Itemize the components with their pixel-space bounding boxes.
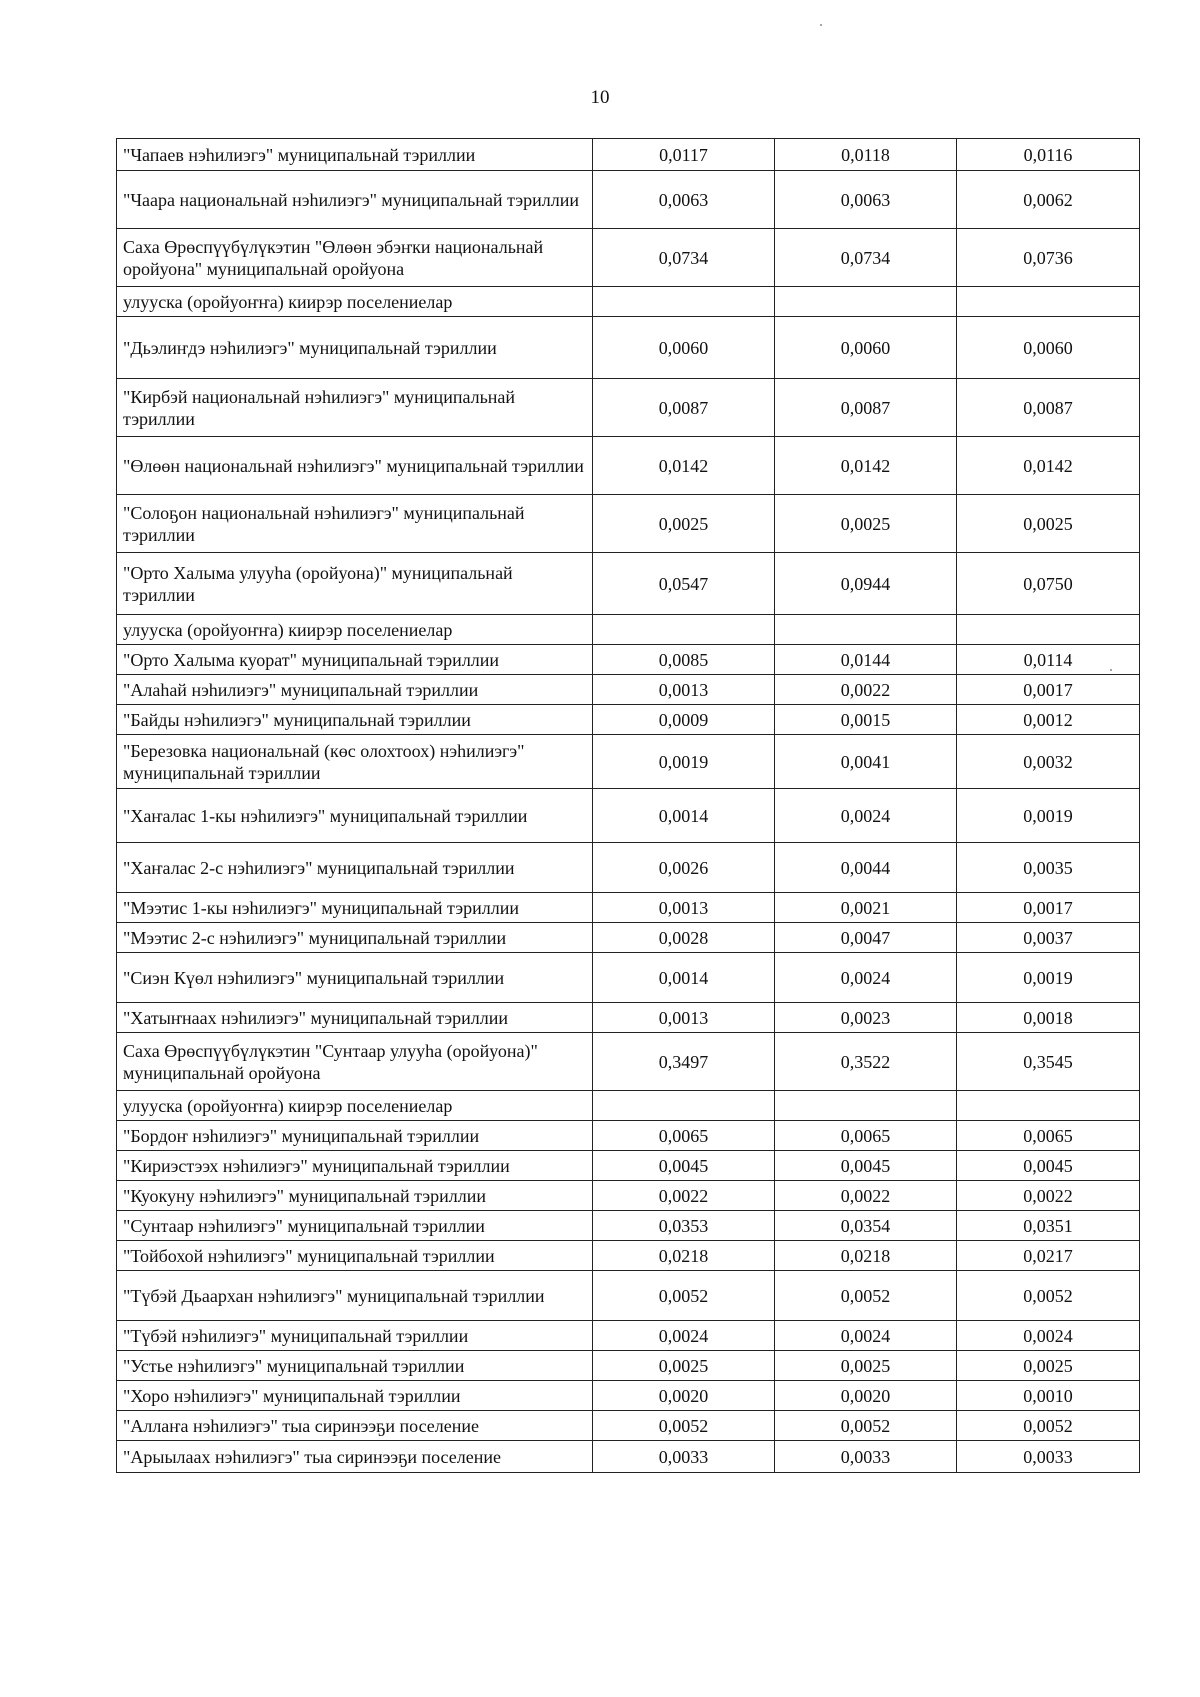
value-cell-1: 0,0020 xyxy=(593,1381,775,1411)
value-cell-1: 0,0022 xyxy=(593,1181,775,1211)
municipality-name-cell: "Хоро нэһилиэгэ" муниципальнай тэриллии xyxy=(117,1381,593,1411)
value-cell-1: 0,0060 xyxy=(593,317,775,379)
table-row xyxy=(117,675,1140,705)
municipality-name-cell: "Мээтис 1-кы нэһилиэгэ" муниципальнай тэриллии xyxy=(117,893,593,923)
value-cell-1: 0,0013 xyxy=(593,1003,775,1033)
municipality-name-cell: "Байды нэһилиэгэ" муниципальнай тэриллии xyxy=(117,705,593,735)
value-cell-1: 0,0734 xyxy=(593,229,775,287)
value-cell-3: 0,0052 xyxy=(957,1271,1140,1321)
municipality-name-cell: улууска (оройуоҥҥа) киирэр поселениелар xyxy=(117,287,593,317)
value-cell-3: 0,0065 xyxy=(957,1121,1140,1151)
value-cell-2: 0,0944 xyxy=(775,553,957,615)
value-cell-3: 0,0217 xyxy=(957,1241,1140,1271)
value-cell-3: 0,0022 xyxy=(957,1181,1140,1211)
value-cell-2: 0,0024 xyxy=(775,953,957,1003)
value-cell-1: 0,0353 xyxy=(593,1211,775,1241)
value-cell-1 xyxy=(593,615,775,645)
municipality-name-cell: "Арыылаах нэһилиэгэ" тыа сиринээҕи поселение xyxy=(117,1441,593,1473)
value-cell-1: 0,0025 xyxy=(593,495,775,553)
municipality-name-cell: "Куокуну нэһилиэгэ" муниципальнай тэриллии xyxy=(117,1181,593,1211)
value-cell-2: 0,0052 xyxy=(775,1411,957,1441)
value-cell-3 xyxy=(957,287,1140,317)
value-cell-3: 0,0087 xyxy=(957,379,1140,437)
value-cell-3: 0,0032 xyxy=(957,735,1140,789)
value-cell-1: 0,0085 xyxy=(593,645,775,675)
table-row xyxy=(117,495,1140,553)
municipality-name-cell: "Березовка национальнай (көс олохтоох) нэһилиэгэ" муниципальнай тэриллии xyxy=(117,735,593,789)
municipality-name-cell: "Орто Халыма улууһа (оройуона)" муниципальнай тэриллии xyxy=(117,553,593,615)
table-row xyxy=(117,1381,1140,1411)
value-cell-1: 0,0028 xyxy=(593,923,775,953)
table-row xyxy=(117,1211,1140,1241)
value-cell-1: 0,0033 xyxy=(593,1441,775,1473)
value-cell-3: 0,0025 xyxy=(957,1351,1140,1381)
value-cell-3: 0,0351 xyxy=(957,1211,1140,1241)
value-cell-3: 0,0017 xyxy=(957,675,1140,705)
value-cell-3: 0,0010 xyxy=(957,1381,1140,1411)
table-row xyxy=(117,317,1140,379)
value-cell-2: 0,0118 xyxy=(775,139,957,171)
value-cell-2 xyxy=(775,615,957,645)
table-row xyxy=(117,1321,1140,1351)
municipality-name-cell: "Кириэстээх нэһилиэгэ" муниципальнай тэриллии xyxy=(117,1151,593,1181)
municipality-name-cell: "Хатыҥнаах нэһилиэгэ" муниципальнай тэриллии xyxy=(117,1003,593,1033)
table-row xyxy=(117,437,1140,495)
value-cell-1: 0,0026 xyxy=(593,843,775,893)
municipality-name-cell: "Түбэй Дьаархан нэһилиэгэ" муниципальнай тэриллии xyxy=(117,1271,593,1321)
table-row xyxy=(117,171,1140,229)
value-cell-2: 0,0060 xyxy=(775,317,957,379)
value-cell-1: 0,0013 xyxy=(593,893,775,923)
table-row xyxy=(117,645,1140,675)
value-cell-3: 0,0750 xyxy=(957,553,1140,615)
value-cell-3: 0,0018 xyxy=(957,1003,1140,1033)
scan-speck xyxy=(820,24,822,26)
table-row xyxy=(117,789,1140,843)
table-row xyxy=(117,705,1140,735)
value-cell-3: 0,0045 xyxy=(957,1151,1140,1181)
table-row xyxy=(117,1091,1140,1121)
value-cell-3: 0,0035 xyxy=(957,843,1140,893)
table-row xyxy=(117,379,1140,437)
value-cell-3: 0,0116 xyxy=(957,139,1140,171)
table-body xyxy=(117,139,1140,1473)
municipality-name-cell: "Бордоҥ нэһилиэгэ" муниципальнай тэриллии xyxy=(117,1121,593,1151)
allocation-table xyxy=(116,138,1140,1473)
scan-speck xyxy=(1110,669,1112,671)
value-cell-1: 0,0019 xyxy=(593,735,775,789)
table-row xyxy=(117,1181,1140,1211)
value-cell-2: 0,0047 xyxy=(775,923,957,953)
value-cell-3: 0,0060 xyxy=(957,317,1140,379)
municipality-name-cell: Саха Өрөспүүбүлүкэтин "Өлөөн эбэҥки национальнай оройуона" муниципальнай оройуона xyxy=(117,229,593,287)
value-cell-2: 0,0063 xyxy=(775,171,957,229)
value-cell-2: 0,0044 xyxy=(775,843,957,893)
value-cell-1 xyxy=(593,287,775,317)
municipality-name-cell: "Сиэн Күөл нэһилиэгэ" муниципальнай тэриллии xyxy=(117,953,593,1003)
value-cell-2: 0,0065 xyxy=(775,1121,957,1151)
table-row xyxy=(117,843,1140,893)
table-row xyxy=(117,893,1140,923)
value-cell-1: 0,0025 xyxy=(593,1351,775,1381)
value-cell-1: 0,0014 xyxy=(593,789,775,843)
value-cell-3: 0,0062 xyxy=(957,171,1140,229)
value-cell-2: 0,0025 xyxy=(775,495,957,553)
municipality-name-cell: "Орто Халыма куорат" муниципальнай тэриллии xyxy=(117,645,593,675)
table-row xyxy=(117,1411,1140,1441)
municipality-name-cell: "Сунтаар нэһилиэгэ" муниципальнай тэриллии xyxy=(117,1211,593,1241)
table-row xyxy=(117,1441,1140,1473)
value-cell-3: 0,0114 xyxy=(957,645,1140,675)
municipality-name-cell: "Өлөөн национальнай нэһилиэгэ" муниципальнай тэриллии xyxy=(117,437,593,495)
municipality-name-cell: улууска (оройуоҥҥа) киирэр поселениелар xyxy=(117,615,593,645)
value-cell-2 xyxy=(775,1091,957,1121)
table-row xyxy=(117,139,1140,171)
value-cell-2: 0,0142 xyxy=(775,437,957,495)
value-cell-3: 0,0142 xyxy=(957,437,1140,495)
municipality-name-cell: "Чапаев нэһилиэгэ" муниципальнай тэриллии xyxy=(117,139,593,171)
municipality-name-cell: "Устье нэһилиэгэ" муниципальнай тэриллии xyxy=(117,1351,593,1381)
value-cell-1: 0,0065 xyxy=(593,1121,775,1151)
table-row xyxy=(117,1033,1140,1091)
value-cell-1: 0,0117 xyxy=(593,139,775,171)
table-row xyxy=(117,1271,1140,1321)
value-cell-1: 0,0218 xyxy=(593,1241,775,1271)
table-row xyxy=(117,735,1140,789)
municipality-name-cell: "Кирбэй национальнай нэһилиэгэ" муниципальнай тэриллии xyxy=(117,379,593,437)
value-cell-1: 0,0052 xyxy=(593,1411,775,1441)
table-row xyxy=(117,1121,1140,1151)
value-cell-2: 0,0144 xyxy=(775,645,957,675)
page-number: 10 xyxy=(590,87,610,108)
table-row xyxy=(117,1003,1140,1033)
value-cell-1: 0,0547 xyxy=(593,553,775,615)
municipality-name-cell: "Аллаҥа нэһилиэгэ" тыа сиринээҕи поселение xyxy=(117,1411,593,1441)
value-cell-3: 0,0037 xyxy=(957,923,1140,953)
value-cell-2: 0,0020 xyxy=(775,1381,957,1411)
municipality-name-cell: "Тойбохой нэһилиэгэ" муниципальнай тэриллии xyxy=(117,1241,593,1271)
value-cell-2: 0,0087 xyxy=(775,379,957,437)
value-cell-3 xyxy=(957,615,1140,645)
table-row xyxy=(117,1241,1140,1271)
value-cell-3: 0,0019 xyxy=(957,789,1140,843)
value-cell-1: 0,0142 xyxy=(593,437,775,495)
value-cell-2: 0,0052 xyxy=(775,1271,957,1321)
value-cell-3: 0,0012 xyxy=(957,705,1140,735)
municipality-name-cell: "Алаһай нэһилиэгэ" муниципальнай тэриллии xyxy=(117,675,593,705)
municipality-name-cell: Саха Өрөспүүбүлүкэтин "Сунтаар улууһа (оройуона)" муниципальнай оройуона xyxy=(117,1033,593,1091)
municipality-name-cell: "Хаҥалас 1-кы нэһилиэгэ" муниципальнай тэриллии xyxy=(117,789,593,843)
value-cell-2: 0,0021 xyxy=(775,893,957,923)
municipality-name-cell: "Чаара национальнай нэһилиэгэ" муниципальнай тэриллии xyxy=(117,171,593,229)
value-cell-2: 0,0024 xyxy=(775,1321,957,1351)
table-row xyxy=(117,553,1140,615)
municipality-name-cell: "Мээтис 2-с нэһилиэгэ" муниципальнай тэриллии xyxy=(117,923,593,953)
value-cell-1: 0,0024 xyxy=(593,1321,775,1351)
value-cell-3: 0,0052 xyxy=(957,1411,1140,1441)
value-cell-1: 0,0052 xyxy=(593,1271,775,1321)
table-row xyxy=(117,287,1140,317)
value-cell-2: 0,0022 xyxy=(775,1181,957,1211)
value-cell-2: 0,0023 xyxy=(775,1003,957,1033)
value-cell-1: 0,0014 xyxy=(593,953,775,1003)
value-cell-3: 0,0736 xyxy=(957,229,1140,287)
value-cell-1: 0,0045 xyxy=(593,1151,775,1181)
value-cell-2: 0,0024 xyxy=(775,789,957,843)
value-cell-1: 0,0009 xyxy=(593,705,775,735)
municipality-name-cell: улууска (оройуоҥҥа) киирэр поселениелар xyxy=(117,1091,593,1121)
value-cell-1: 0,3497 xyxy=(593,1033,775,1091)
value-cell-1: 0,0063 xyxy=(593,171,775,229)
value-cell-3: 0,0025 xyxy=(957,495,1140,553)
value-cell-3: 0,0019 xyxy=(957,953,1140,1003)
value-cell-1: 0,0087 xyxy=(593,379,775,437)
table-row xyxy=(117,1351,1140,1381)
value-cell-3: 0,0024 xyxy=(957,1321,1140,1351)
value-cell-2: 0,0022 xyxy=(775,675,957,705)
value-cell-2: 0,0015 xyxy=(775,705,957,735)
value-cell-2: 0,0734 xyxy=(775,229,957,287)
value-cell-2: 0,0218 xyxy=(775,1241,957,1271)
table-row xyxy=(117,953,1140,1003)
value-cell-1 xyxy=(593,1091,775,1121)
value-cell-2 xyxy=(775,287,957,317)
table-row xyxy=(117,1151,1140,1181)
municipality-name-cell: "Түбэй нэһилиэгэ" муниципальнай тэриллии xyxy=(117,1321,593,1351)
value-cell-1: 0,0013 xyxy=(593,675,775,705)
table-row xyxy=(117,229,1140,287)
value-cell-3: 0,0017 xyxy=(957,893,1140,923)
table-row xyxy=(117,923,1140,953)
value-cell-2: 0,0354 xyxy=(775,1211,957,1241)
table-row xyxy=(117,615,1140,645)
value-cell-2: 0,3522 xyxy=(775,1033,957,1091)
value-cell-3 xyxy=(957,1091,1140,1121)
value-cell-3: 0,0033 xyxy=(957,1441,1140,1473)
value-cell-2: 0,0033 xyxy=(775,1441,957,1473)
value-cell-2: 0,0045 xyxy=(775,1151,957,1181)
value-cell-2: 0,0025 xyxy=(775,1351,957,1381)
municipality-name-cell: "Хаҥалас 2-с нэһилиэгэ" муниципальнай тэриллии xyxy=(117,843,593,893)
municipality-name-cell: "Дьэлиҥдэ нэһилиэгэ" муниципальнай тэриллии xyxy=(117,317,593,379)
value-cell-3: 0,3545 xyxy=(957,1033,1140,1091)
municipality-name-cell: "Солоҕон национальнай нэһилиэгэ" муниципальнай тэриллии xyxy=(117,495,593,553)
value-cell-2: 0,0041 xyxy=(775,735,957,789)
